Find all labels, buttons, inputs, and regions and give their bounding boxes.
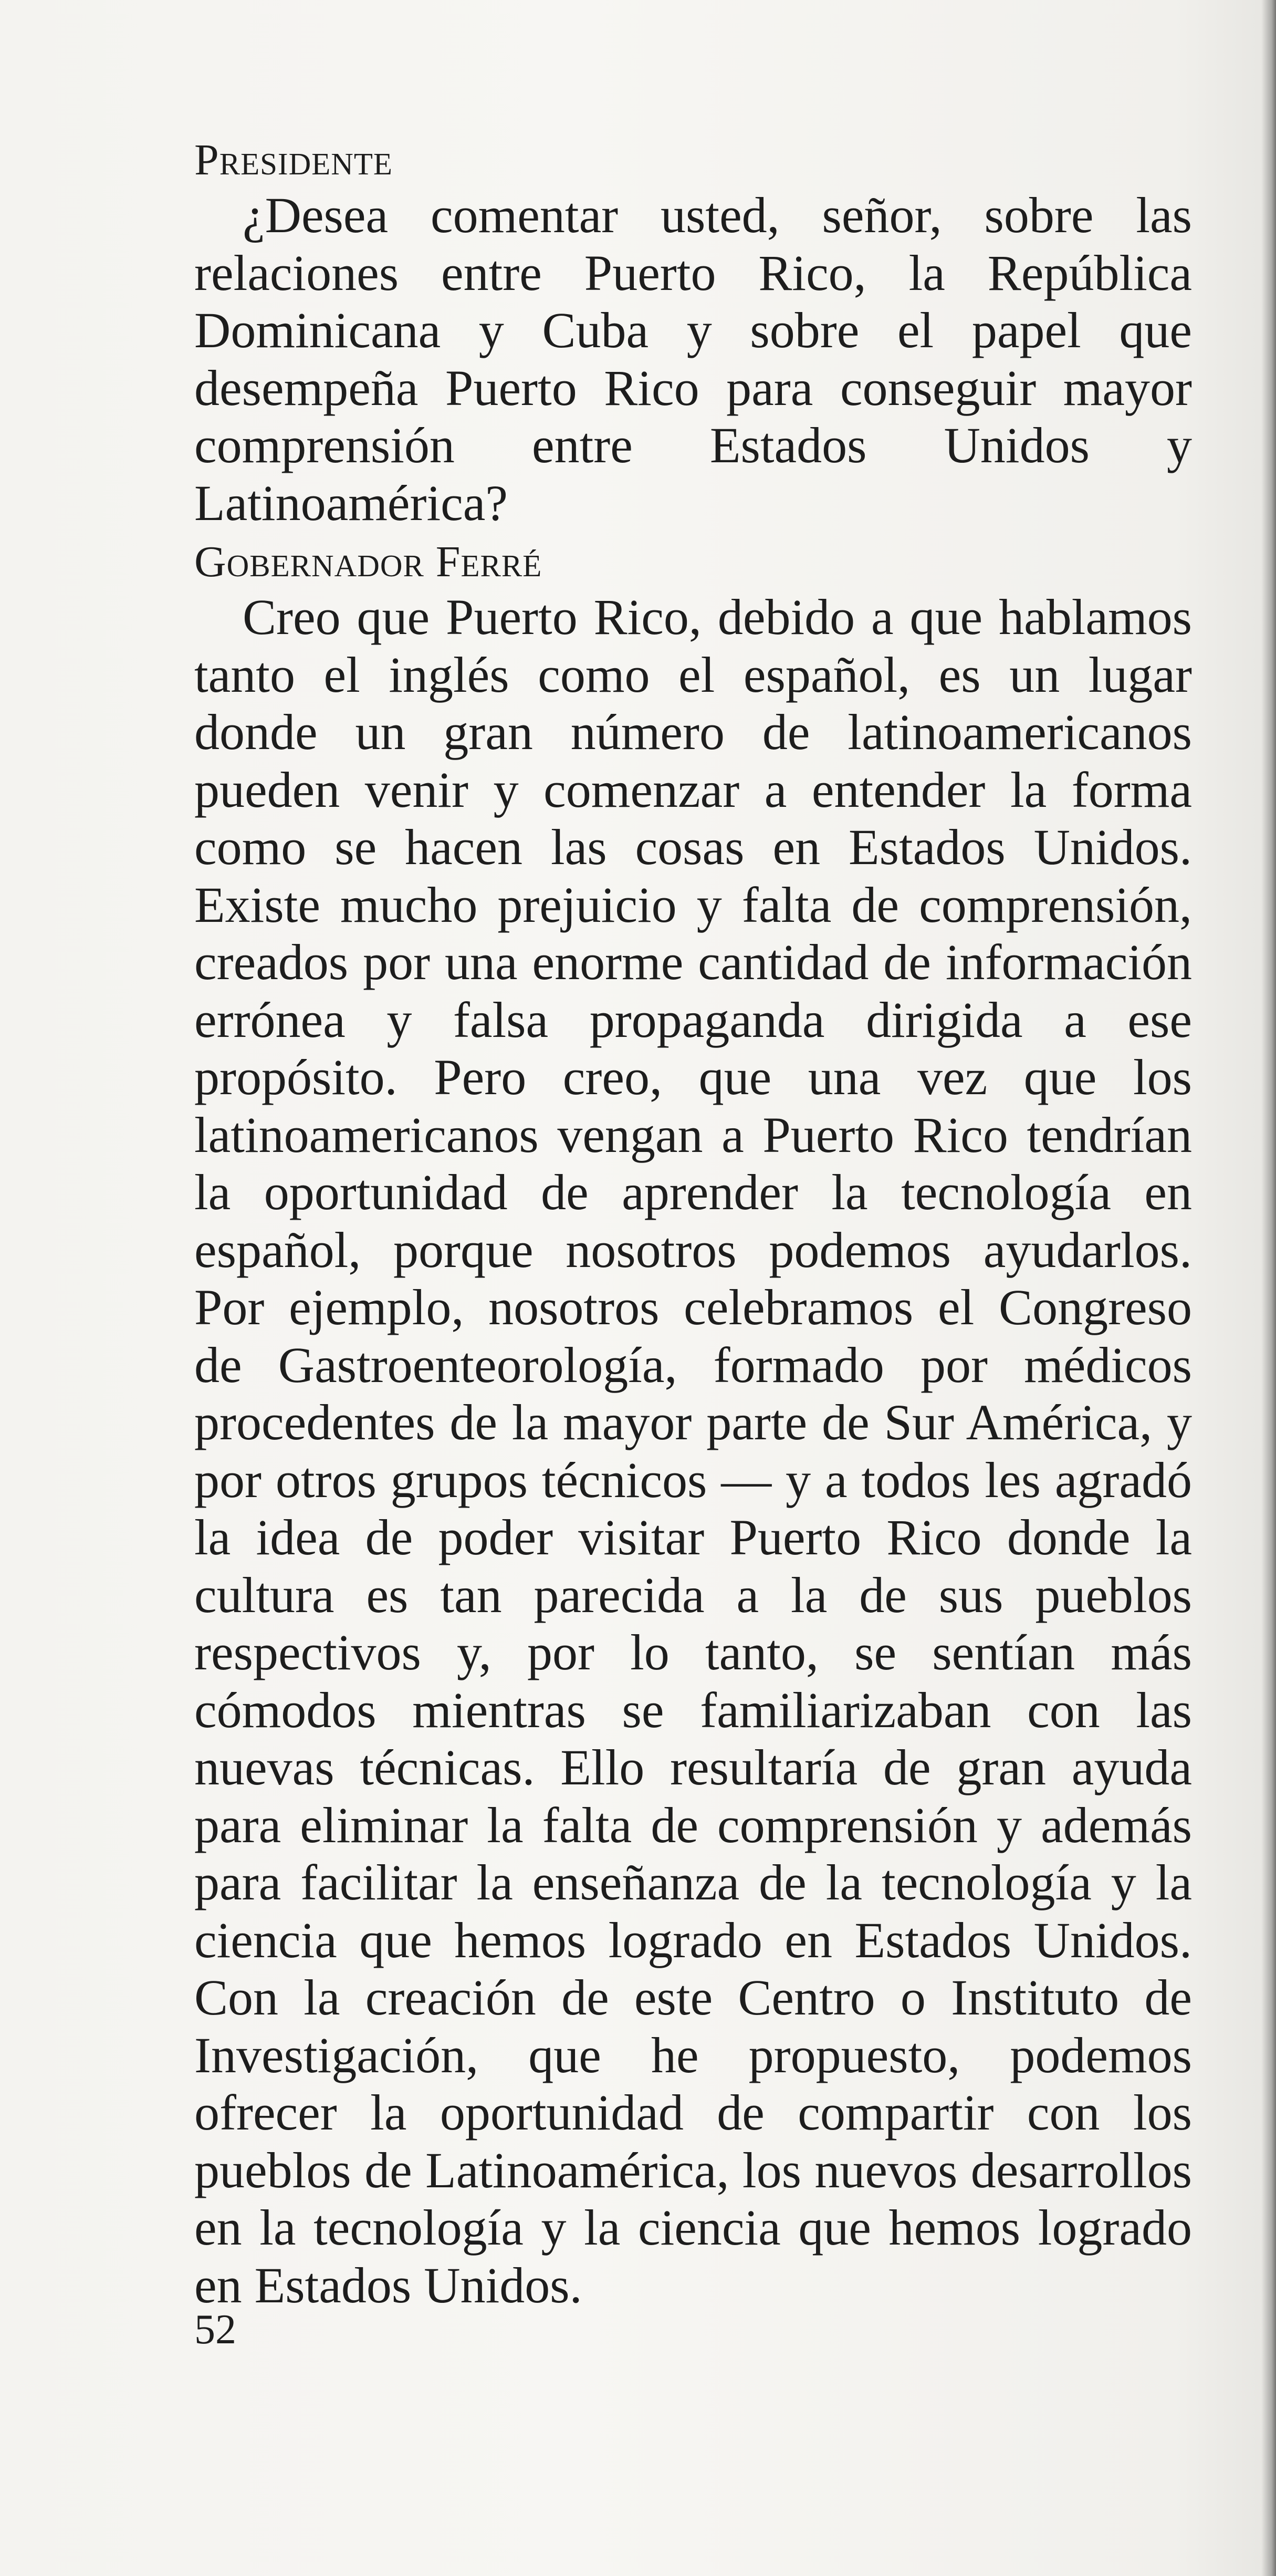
speaker-label-governor: Gobernador Ferré xyxy=(194,537,542,586)
president-question-block xyxy=(194,134,1192,532)
governor-answer-text: Creo que Puerto Rico, debido a que hablamos tanto el inglés como el español, es un lugar donde un gran número de latinoamericanos pueden venir y comenzar a entender la forma como se hacen las cosas en Estados Unidos. Existe mucho prejuicio y falta de comprensión, creados por una enorme cantidad de información errónea y falsa propaganda dirigida a ese propósito. Pero creo, que una vez que los latinoamericanos vengan a Puerto Rico tendrían la oportunidad de aprender la tecnología en español, porque nosotros podemos ayudarlos. Por ejemplo, nosotros celebramos el Congreso de Gastroenteorología, formado por médicos procedentes de la mayor parte de Sur América, y por otros grupos técnicos — y a todos les agradó la idea de poder visitar Puerto Rico donde la cultura es tan parecida a la de sus pueblos respectivos y, por lo tanto, se sentían más cómodos mientras se familiarizaban con las nuevas técnicas. Ello resultaría de gran ayuda para eliminar la falta de comprensión y además para facilitar la enseñanza de la tecnología y la ciencia que hemos logrado en Estados Unidos. Con la creación de este Centro o Instituto de Investigación, que he propuesto, podemos ofrecer la oportunidad de compartir con los pueblos de Latinoamérica, los nuevos desarrollos en la tecnología y la ciencia que hemos logrado en Estados Unidos. xyxy=(194,589,1192,2313)
page-edge-shadow xyxy=(1261,0,1276,2576)
speaker-label-president: Presidente xyxy=(194,136,393,184)
governor-answer-block xyxy=(194,536,1192,2314)
president-question-text: ¿Desea comentar usted, señor, sobre las relaciones entre Puerto Rico, la República Dominicana y Cuba y sobre el papel que desempeña Puerto Rico para conseguir mayor comprensión entre Estados Unidos y Latinoamérica? xyxy=(194,187,1192,531)
page-number: 52 xyxy=(194,2307,236,2353)
